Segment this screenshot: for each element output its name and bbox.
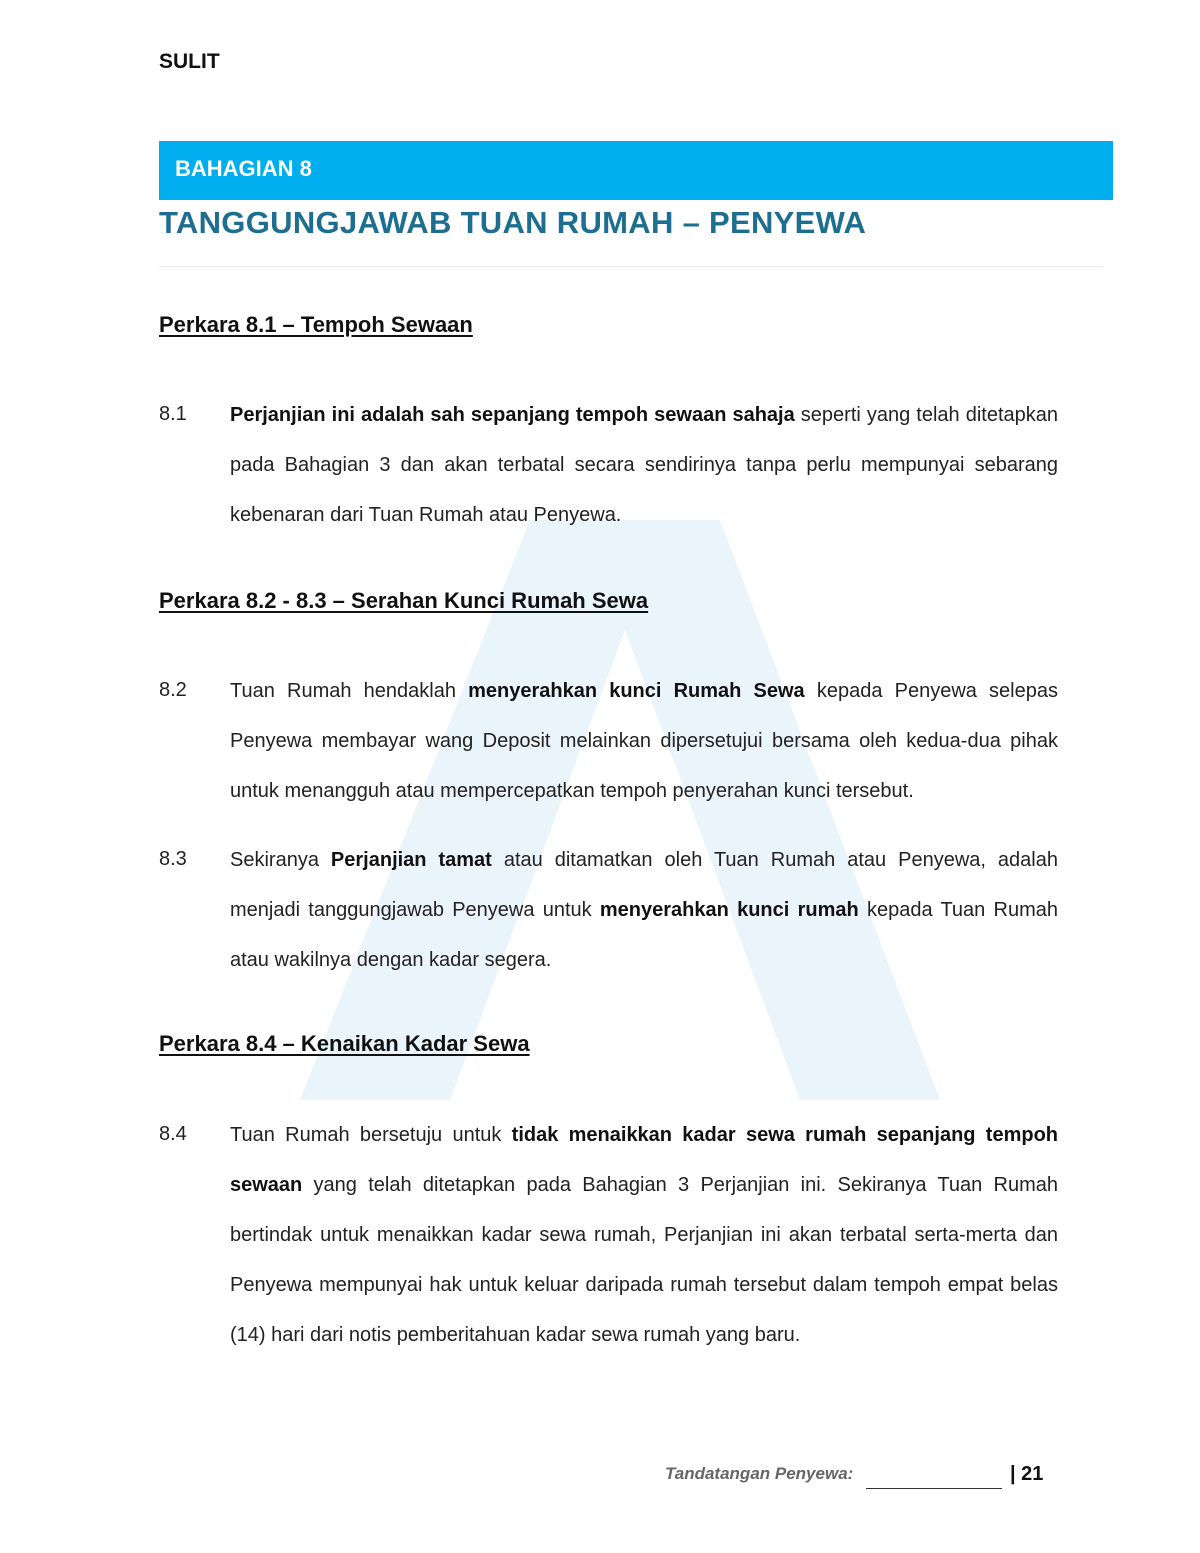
clause-8-3-rest: kepada Tuan Rumah atau wakilnya dengan kadar segera. (230, 899, 1059, 971)
clause-8-4-rest: yang telah ditetapkan pada Bahagian 3 Perjanjian ini. Sekiranya Tuan Rumah bertindak untuk menaikkan kadar sewa rumah, Perjanjian ini akan terbatal serta-merta dan Penyewa mempunyai hak untuk keluar daripada rumah tersebut dalam tempoh empat belas (14) hari dari notis pemberitahuan kadar sewa rumah yang baru. (230, 1174, 1058, 1346)
clause-8-4-bold: tidak menaikkan kadar sewa rumah sepanjang tempoh sewaan (230, 1124, 1058, 1196)
clause-8-1-rest: seperti yang telah ditetapkan pada Bahagian 3 dan akan terbatal secara sendirinya tanpa perlu mempunyai sebarang kebenaran dari Tuan Rumah atau Penyewa. (230, 404, 1058, 526)
clause-8-3-bold-1: Perjanjian tamat (330, 849, 492, 871)
clause-8-3-lead: Sekiranya (230, 849, 331, 871)
clause-8-1-text (230, 390, 1058, 540)
clause-number-8-4: 8.4 (159, 1123, 187, 1145)
section-band-label: BAHAGIAN 8 (175, 156, 312, 181)
clause-8-2-text (230, 666, 1058, 816)
heading-perkara-8-1: Perkara 8.1 – Tempoh Sewaan (159, 312, 473, 337)
section-divider (159, 266, 1103, 267)
section-title: TANGGUNGJAWAB TUAN RUMAH – PENYEWA (159, 205, 867, 240)
clause-8-2-bold: menyerahkan kunci Rumah Sewa (468, 680, 805, 702)
page-number: | 21 (1010, 1463, 1044, 1485)
clause-8-4-text (230, 1110, 1058, 1360)
clause-8-2-lead: Tuan Rumah hendaklah (230, 680, 469, 702)
clause-8-1-bold: Perjanjian ini adalah sah sepanjang tempoh sewaan sahaja (230, 404, 795, 426)
classification-label: SULIT (159, 50, 220, 73)
clause-8-2-rest: kepada Penyewa selepas Penyewa membayar wang Deposit melainkan dipersetujui bersama oleh kedua-dua pihak untuk menangguh atau mempercepatkan tempoh penyerahan kunci tersebut. (230, 680, 1058, 802)
clause-number-8-2: 8.2 (159, 679, 187, 701)
heading-perkara-8-4: Perkara 8.4 – Kenaikan Kadar Sewa (159, 1031, 530, 1056)
heading-perkara-8-2-8-3: Perkara 8.2 - 8.3 – Serahan Kunci Rumah Sewa (159, 588, 649, 613)
clause-8-4-lead: Tuan Rumah bersetuju untuk (230, 1124, 512, 1146)
clause-number-8-3: 8.3 (159, 848, 187, 870)
clause-8-3-text (230, 835, 1058, 985)
clause-8-3-bold-2: menyerahkan kunci rumah (599, 899, 859, 921)
clause-number-8-1: 8.1 (159, 403, 187, 425)
signature-label: Tandatangan Penyewa: (665, 1464, 854, 1483)
section-band (159, 141, 1113, 200)
clause-8-3-middle: atau ditamatkan oleh Tuan Rumah atau Penyewa, adalah menjadi tanggungjawab Penyewa untuk (230, 849, 1058, 921)
signature-line (866, 1488, 1002, 1489)
